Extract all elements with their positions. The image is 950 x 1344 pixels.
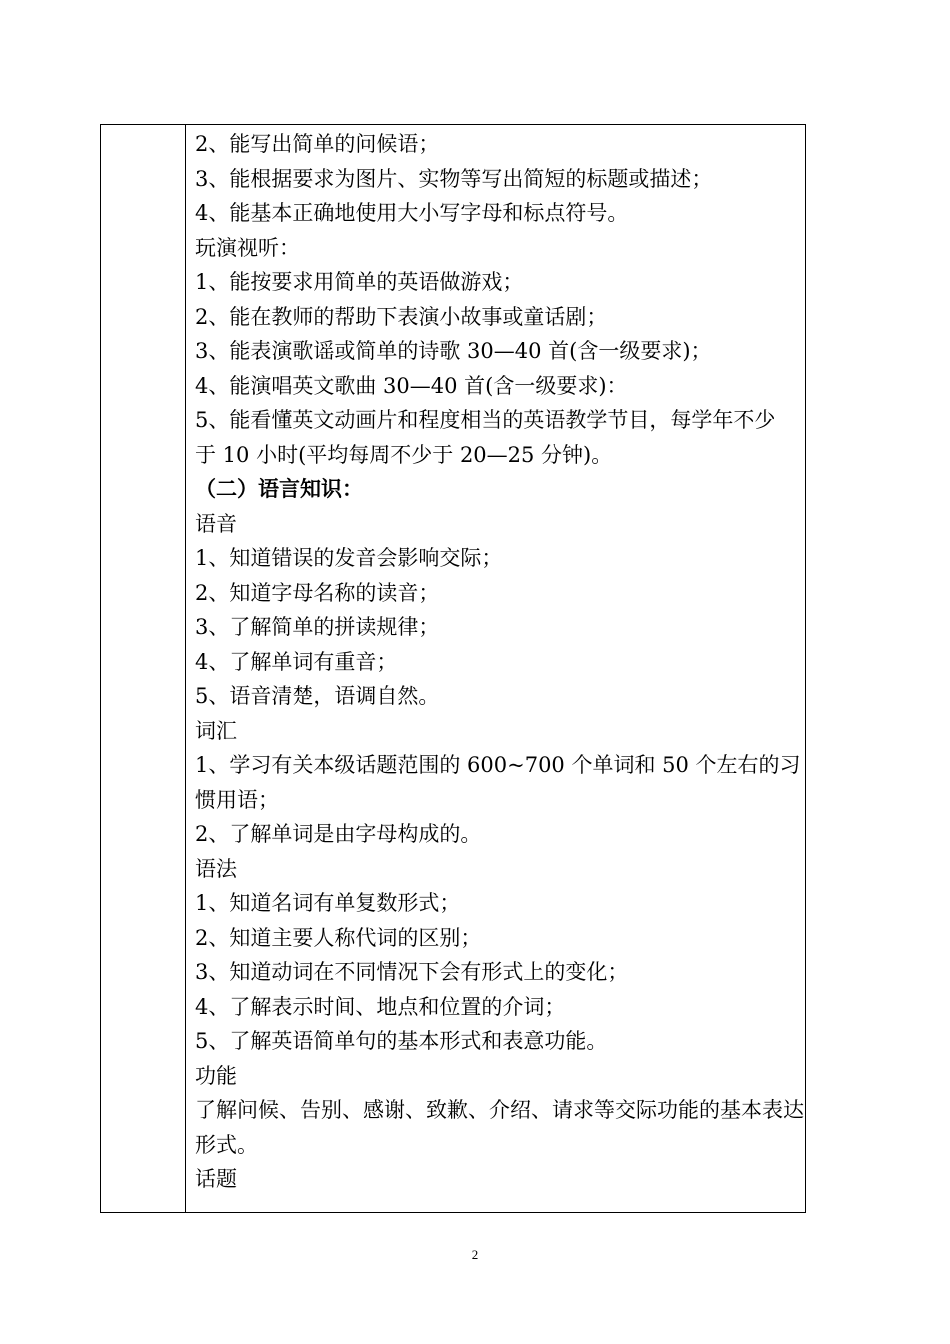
text-line: 2、能在教师的帮助下表演小故事或童话剧； bbox=[195, 304, 608, 329]
text-line: 惯用语； bbox=[195, 787, 279, 812]
text-line: 于 10 小时(平均每周不少于 20—25 分钟)。 bbox=[195, 442, 613, 467]
text-line: 5、语音清楚，语调自然。 bbox=[195, 684, 440, 708]
content-table bbox=[100, 124, 806, 1213]
text-line: 1、知道名词有单复数形式； bbox=[195, 891, 461, 915]
text-line: 话题 bbox=[195, 1167, 237, 1191]
text-line: 2、能写出简单的问候语； bbox=[195, 132, 440, 156]
text-line: 2、知道主要人称代词的区别； bbox=[195, 925, 482, 950]
text-line: 语法 bbox=[195, 856, 237, 881]
text-line: 词汇 bbox=[195, 718, 237, 743]
text-line: 3、知道动词在不同情况下会有形式上的变化； bbox=[195, 960, 629, 984]
text-line: 4、能基本正确地使用大小写字母和标点符号。 bbox=[195, 201, 629, 225]
text-line: 4、了解表示时间、地点和位置的介词； bbox=[195, 994, 566, 1019]
text-line: 3、能根据要求为图片、实物等写出简短的标题或描述； bbox=[195, 166, 713, 191]
text-line: 1、知道错误的发音会影响交际； bbox=[195, 546, 503, 570]
right-column-cell bbox=[195, 127, 803, 1197]
text-line: 2、知道字母名称的读音； bbox=[195, 580, 440, 605]
text-line: 语音 bbox=[195, 511, 237, 536]
text-line: 5、能看懂英文动画片和程度相当的英语教学节目，每学年不少 bbox=[195, 408, 776, 432]
page-number: 2 bbox=[471, 1247, 479, 1262]
text-line: 1、能按要求用简单的英语做游戏； bbox=[195, 270, 524, 294]
text-line: 2、了解单词是由字母构成的。 bbox=[195, 822, 482, 846]
text-line: 功能 bbox=[195, 1063, 237, 1088]
text-line: 5、了解英语简单句的基本形式和表意功能。 bbox=[195, 1029, 608, 1053]
text-line: 3、了解简单的拼读规律； bbox=[195, 615, 440, 639]
text-line: 形式。 bbox=[195, 1132, 258, 1157]
text-line: 了解问候、告别、感谢、致歉、介绍、请求等交际功能的基本表达 bbox=[195, 1098, 804, 1122]
section-heading: （二）语言知识： bbox=[195, 476, 363, 501]
text-line: 4、能演唱英文歌曲 30—40 首(含一级要求)： bbox=[195, 373, 628, 398]
text-line: 1、学习有关本级话题范围的 600~700 个单词和 50 个左右的习 bbox=[195, 753, 801, 777]
text-line: 4、了解单词有重音； bbox=[195, 649, 398, 674]
text-line: 3、能表演歌谣或简单的诗歌 30—40 首(含一级要求)； bbox=[195, 339, 712, 363]
left-column-cell bbox=[101, 125, 186, 1212]
text-line: 玩演视听： bbox=[195, 235, 300, 260]
